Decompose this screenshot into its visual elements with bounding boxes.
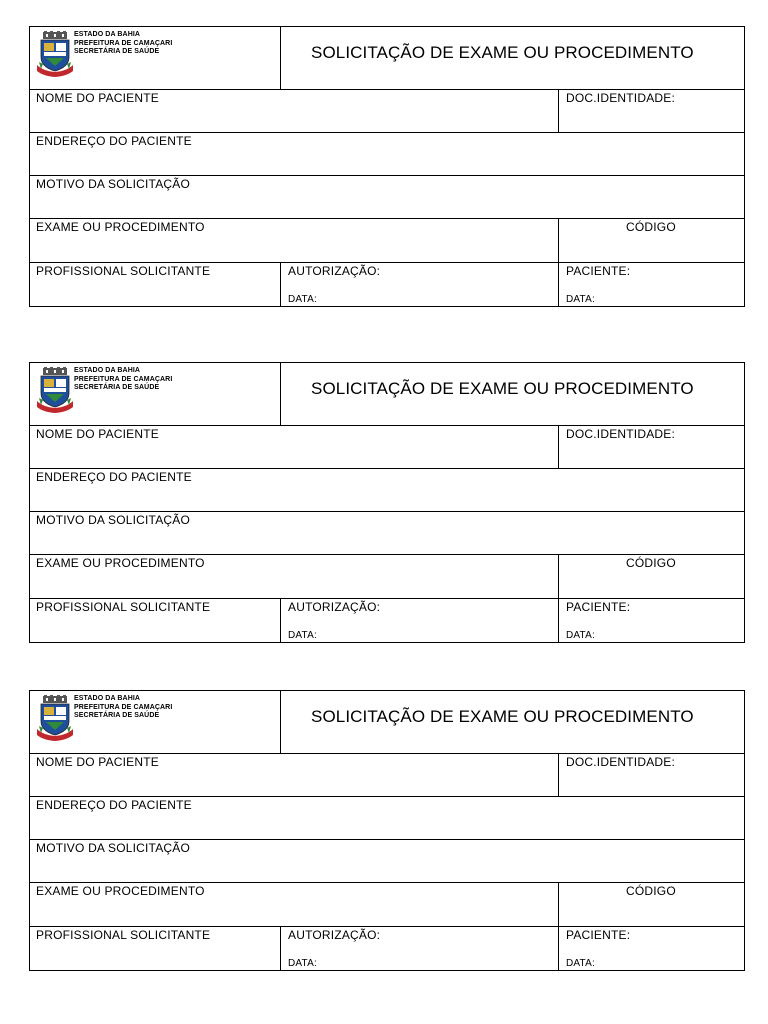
exam-request-form-3	[29, 690, 745, 971]
requesting-professional-label: PROFISSIONAL SOLICITANTE	[36, 264, 211, 278]
request-reason-field[interactable]	[30, 840, 744, 882]
id-document-label: DOC.IDENTIDADE:	[566, 755, 676, 769]
request-reason-label: MOTIVO DA SOLICITAÇÃO	[36, 177, 191, 191]
org-line-department: SECRETÁRIA DE SAÚDE	[74, 384, 160, 391]
organization-name	[74, 31, 172, 57]
code-label: CÓDIGO	[626, 556, 676, 570]
municipal-coat-of-arms-icon	[37, 31, 73, 77]
patient-signature-field[interactable]	[558, 927, 744, 970]
id-document-label: DOC.IDENTIDADE:	[566, 91, 676, 105]
row-request-reason	[30, 511, 744, 554]
row-request-reason	[30, 839, 744, 882]
requesting-professional-label: PROFISSIONAL SOLICITANTE	[36, 600, 211, 614]
authorization-label: AUTORIZAÇÃO:	[288, 264, 381, 278]
org-line-city: PREFEITURA DE CAMAÇARI	[74, 703, 173, 711]
code-field[interactable]	[558, 219, 744, 262]
header-logo-cell	[30, 27, 280, 89]
org-line-state: ESTADO DA BAHIA	[74, 367, 141, 374]
patient-name-field[interactable]	[30, 426, 558, 468]
organization-name	[74, 695, 172, 721]
patient-address-field[interactable]	[30, 133, 744, 175]
row-patient-address	[30, 132, 744, 175]
requesting-professional-label: PROFISSIONAL SOLICITANTE	[36, 928, 211, 942]
request-reason-field[interactable]	[30, 176, 744, 218]
patient-address-field[interactable]	[30, 469, 744, 511]
patient-signature-label: PACIENTE:	[566, 264, 631, 278]
row-signatures	[30, 598, 744, 642]
exam-field[interactable]	[30, 219, 558, 262]
id-document-field[interactable]	[558, 90, 744, 132]
exam-field[interactable]	[30, 883, 558, 926]
patient-date-label: DATA:	[566, 958, 595, 969]
org-line-state: ESTADO DA BAHIA	[74, 695, 141, 702]
exam-label: EXAME OU PROCEDIMENTO	[36, 220, 205, 234]
code-label: CÓDIGO	[626, 884, 676, 898]
authorization-field[interactable]	[280, 927, 558, 970]
form-title: SOLICITAÇÃO DE EXAME OU PROCEDIMENTO	[311, 707, 694, 726]
request-reason-field[interactable]	[30, 512, 744, 554]
row-signatures	[30, 262, 744, 306]
org-line-state: ESTADO DA BAHIA	[74, 31, 141, 38]
patient-signature-field[interactable]	[558, 599, 744, 642]
patient-name-field[interactable]	[30, 754, 558, 796]
patient-name-field[interactable]	[30, 90, 558, 132]
authorization-date-label: DATA:	[288, 630, 317, 641]
form-header	[30, 27, 744, 89]
requesting-professional-field[interactable]	[30, 599, 280, 642]
header-title-cell	[280, 27, 744, 89]
org-line-department: SECRETÁRIA DE SAÚDE	[74, 48, 160, 55]
row-patient-address	[30, 468, 744, 511]
patient-signature-field[interactable]	[558, 263, 744, 306]
row-patient-name	[30, 89, 744, 132]
patient-name-label: NOME DO PACIENTE	[36, 427, 159, 441]
exam-label: EXAME OU PROCEDIMENTO	[36, 884, 205, 898]
row-exam	[30, 218, 744, 262]
authorization-field[interactable]	[280, 263, 558, 306]
org-line-department: SECRETÁRIA DE SAÚDE	[74, 712, 160, 719]
requesting-professional-field[interactable]	[30, 263, 280, 306]
code-label: CÓDIGO	[626, 220, 676, 234]
id-document-label: DOC.IDENTIDADE:	[566, 427, 676, 441]
row-patient-name	[30, 425, 744, 468]
authorization-date-label: DATA:	[288, 294, 317, 305]
patient-address-label: ENDEREÇO DO PACIENTE	[36, 798, 192, 812]
row-signatures	[30, 926, 744, 970]
row-exam	[30, 554, 744, 598]
organization-name	[74, 367, 172, 393]
header-logo-cell	[30, 363, 280, 425]
exam-field[interactable]	[30, 555, 558, 598]
id-document-field[interactable]	[558, 754, 744, 796]
row-exam	[30, 882, 744, 926]
exam-label: EXAME OU PROCEDIMENTO	[36, 556, 205, 570]
patient-address-field[interactable]	[30, 797, 744, 839]
row-request-reason	[30, 175, 744, 218]
patient-date-label: DATA:	[566, 294, 595, 305]
municipal-coat-of-arms-icon	[37, 367, 73, 413]
exam-request-form-2	[29, 362, 745, 643]
header-title-cell	[280, 363, 744, 425]
patient-address-label: ENDEREÇO DO PACIENTE	[36, 134, 192, 148]
form-header	[30, 691, 744, 753]
request-reason-label: MOTIVO DA SOLICITAÇÃO	[36, 513, 191, 527]
patient-signature-label: PACIENTE:	[566, 928, 631, 942]
header-logo-cell	[30, 691, 280, 753]
municipal-coat-of-arms-icon	[37, 695, 73, 741]
exam-request-form-1	[29, 26, 745, 307]
org-line-city: PREFEITURA DE CAMAÇARI	[74, 375, 173, 383]
patient-signature-label: PACIENTE:	[566, 600, 631, 614]
requesting-professional-field[interactable]	[30, 927, 280, 970]
authorization-label: AUTORIZAÇÃO:	[288, 600, 381, 614]
org-line-city: PREFEITURA DE CAMAÇARI	[74, 39, 173, 47]
row-patient-name	[30, 753, 744, 796]
id-document-field[interactable]	[558, 426, 744, 468]
authorization-label: AUTORIZAÇÃO:	[288, 928, 381, 942]
authorization-field[interactable]	[280, 599, 558, 642]
form-title: SOLICITAÇÃO DE EXAME OU PROCEDIMENTO	[311, 379, 694, 398]
request-reason-label: MOTIVO DA SOLICITAÇÃO	[36, 841, 191, 855]
patient-date-label: DATA:	[566, 630, 595, 641]
row-patient-address	[30, 796, 744, 839]
authorization-date-label: DATA:	[288, 958, 317, 969]
code-field[interactable]	[558, 555, 744, 598]
header-title-cell	[280, 691, 744, 753]
code-field[interactable]	[558, 883, 744, 926]
form-header	[30, 363, 744, 425]
form-title: SOLICITAÇÃO DE EXAME OU PROCEDIMENTO	[311, 43, 694, 62]
patient-name-label: NOME DO PACIENTE	[36, 91, 159, 105]
patient-name-label: NOME DO PACIENTE	[36, 755, 159, 769]
patient-address-label: ENDEREÇO DO PACIENTE	[36, 470, 192, 484]
